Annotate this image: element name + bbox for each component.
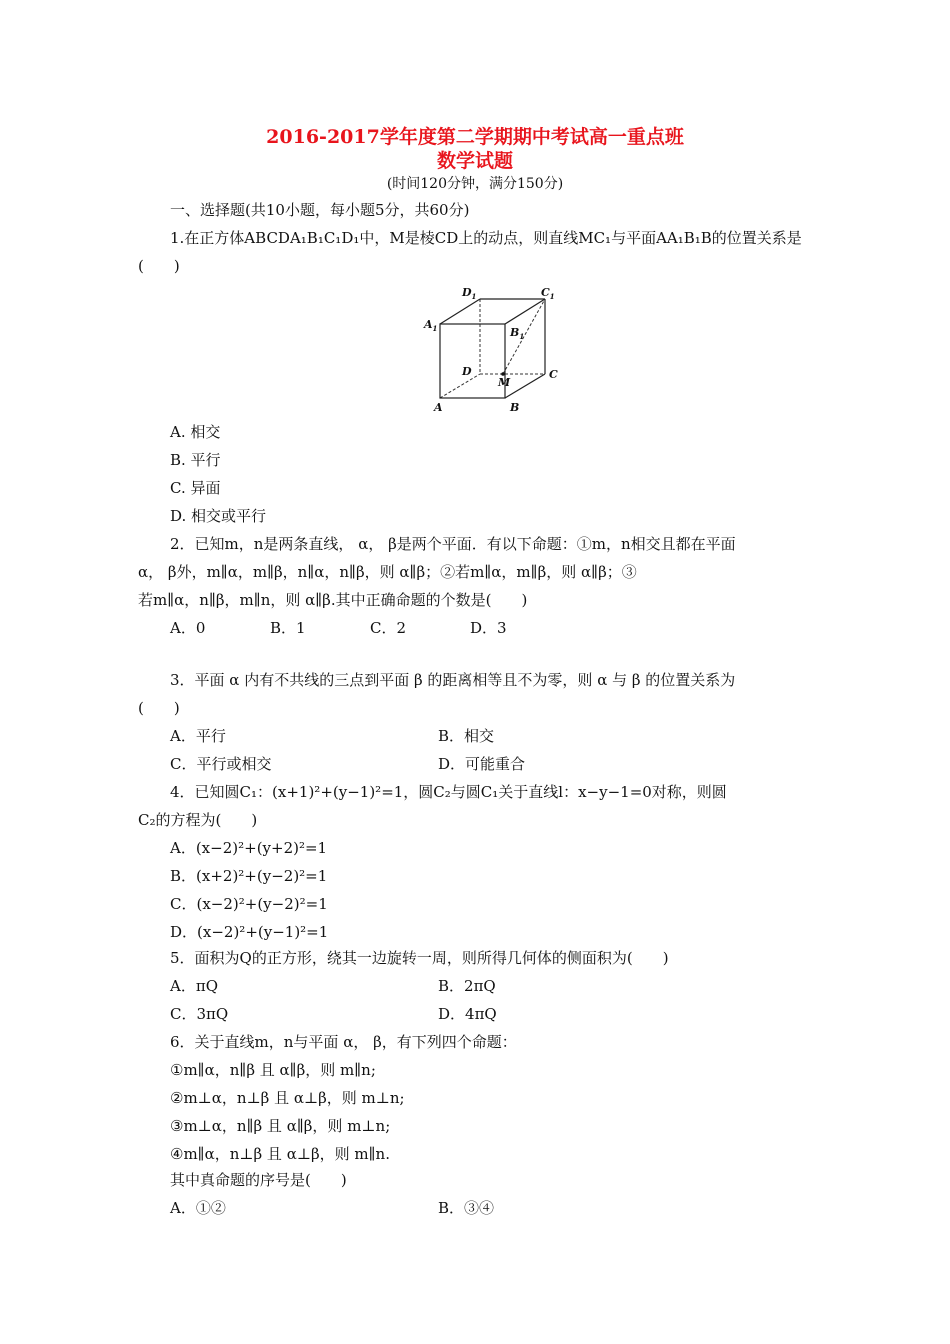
label-a: A (434, 401, 443, 414)
q6-question: 其中真命题的序号是( ) (170, 1171, 347, 1189)
label-c1: $C_1$ (541, 286, 555, 301)
q3-option-b: B．相交 (438, 727, 495, 745)
q2-line2: α， β外，m∥α，m∥β，n∥α，n∥β，则 α∥β；②若m∥α，m∥β，则 α∥β；③ (138, 563, 637, 581)
q6-line1: 6．关于直线m，n与平面 α， β，有下列四个命题： (170, 1033, 517, 1051)
q6-prop-1: ①m∥α，n∥β 且 α∥β，则 m∥n; (170, 1061, 376, 1079)
q5-option-c: C．3πQ (170, 1005, 229, 1023)
q6-prop-3: ③m⊥α，n∥β 且 α∥β，则 m⊥n; (170, 1117, 391, 1135)
q1-stem-bracket: ( ) (138, 257, 180, 275)
q6-prop-4: ④m∥α，n⊥β 且 α⊥β，则 m∥n. (170, 1145, 390, 1163)
subject-title: 数学试题 (436, 150, 513, 172)
exam-info: (时间120分钟，满分150分) (386, 176, 564, 192)
q2-option-d: D．3 (470, 619, 507, 637)
label-d: D (462, 365, 472, 378)
q5-option-d: D．4πQ (438, 1005, 497, 1023)
section-heading: 一、选择题(共10小题，每小题5分，共60分) (170, 201, 470, 219)
q4-option-c: C．(x−2)²+(y−2)²=1 (170, 895, 328, 913)
q6-prop-2: ②m⊥α，n⊥β 且 α⊥β，则 m⊥n; (170, 1089, 405, 1107)
label-m: M (498, 376, 511, 389)
q1-option-d: D. 相交或平行 (170, 507, 267, 525)
cube-figure (418, 282, 568, 422)
q1-stem: 1.在正方体ABCDA₁B₁C₁D₁中，M是棱CD上的动点，则直线MC₁与平面AA₁B₁B的位置关系是 (170, 229, 802, 247)
q4-line1: 4．已知圆C₁：(x+1)²+(y−1)²=1，圆C₂与圆C₁关于直线l：x−y−1=0对称，则圆 (170, 783, 727, 801)
q3-line1: 3．平面 α 内有不共线的三点到平面 β 的距离相等且不为零，则 α 与 β 的位置关系为 (170, 671, 736, 689)
q6-option-b: B．③④ (438, 1199, 495, 1217)
q3-option-d: D．可能重合 (438, 755, 526, 773)
q1-option-a: A. 相交 (170, 423, 221, 441)
exam-title: 2016-2017学年度第二学期期中考试高一重点班 (266, 126, 684, 148)
q6-option-a: A．①② (170, 1199, 226, 1217)
q3-option-a: A．平行 (170, 727, 226, 745)
q1-option-b: B. 平行 (170, 451, 221, 469)
q2-option-b: B．1 (270, 619, 306, 637)
q3-option-c: C．平行或相交 (170, 755, 272, 773)
label-d1: $D_1$ (462, 286, 477, 301)
label-b1: $B_1$ (510, 326, 525, 341)
q4-line2: C₂的方程为( ) (138, 811, 258, 829)
q3-line2: ( ) (138, 699, 180, 717)
q2-option-a: A．0 (170, 619, 206, 637)
q5-option-a: A．πQ (170, 977, 218, 995)
label-a1: $A_1$ (424, 318, 438, 333)
label-c: C (549, 368, 558, 381)
q5-line1: 5．面积为Q的正方形，绕其一边旋转一周，则所得几何体的侧面积为( ) (170, 949, 669, 967)
q4-option-d: D．(x−2)²+(y−1)²=1 (170, 923, 329, 941)
q4-option-b: B．(x+2)²+(y−2)²=1 (170, 867, 328, 885)
label-b: B (510, 401, 520, 414)
q4-option-a: A．(x−2)²+(y+2)²=1 (170, 839, 328, 857)
q2-line3: 若m∥α，n∥β，m∥n，则 α∥β.其中正确命题的个数是( ) (138, 591, 528, 609)
q1-option-c: C. 异面 (170, 479, 221, 497)
q5-option-b: B．2πQ (438, 977, 496, 995)
q2-line1: 2．已知m，n是两条直线， α， β是两个平面．有以下命题：①m，n相交且都在平面 (170, 535, 736, 553)
q2-option-c: C．2 (370, 619, 407, 637)
